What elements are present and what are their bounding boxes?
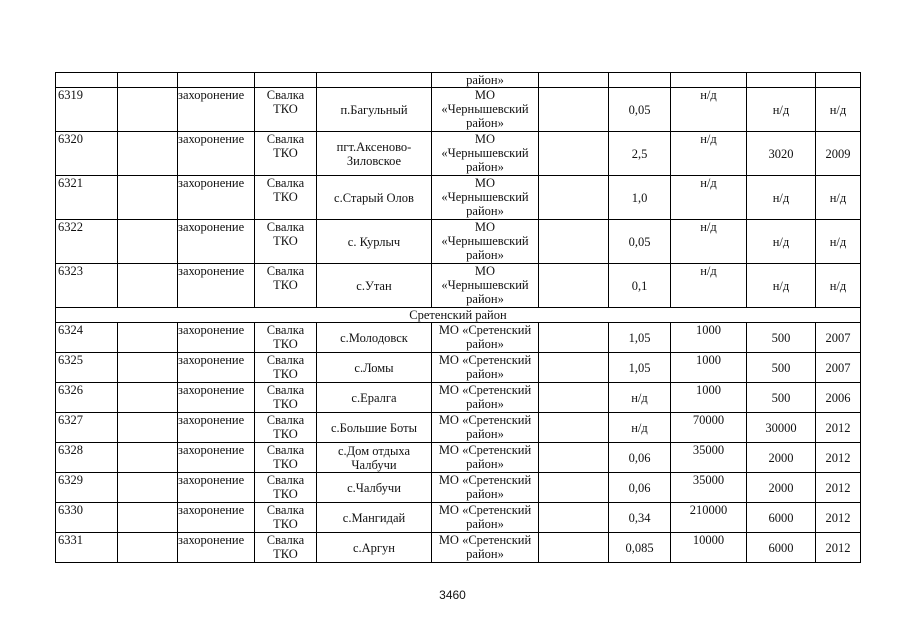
cell-area: 0,1 <box>609 264 671 308</box>
cell-volume: 500 <box>747 323 816 353</box>
cell-number: 6330 <box>56 503 118 533</box>
cell-empty <box>539 503 609 533</box>
cell-year: 2012 <box>816 473 861 503</box>
cell-mo: МО «Сретенский район» <box>432 413 539 443</box>
cell-area: 0,05 <box>609 88 671 132</box>
cell-area: 0,06 <box>609 443 671 473</box>
cell-place: с.Старый Олов <box>317 176 432 220</box>
cell-empty <box>118 264 178 308</box>
cell-volume: н/д <box>747 88 816 132</box>
cell-year: н/д <box>816 176 861 220</box>
cell-area: 0,34 <box>609 503 671 533</box>
table-row <box>56 323 861 353</box>
cell-type: захоронение <box>178 473 255 503</box>
cell-mo: МО «Чернышевский район» <box>432 132 539 176</box>
cell-volume: 500 <box>747 383 816 413</box>
cell-volume: 2000 <box>747 473 816 503</box>
cell-capacity: н/д <box>671 176 747 220</box>
cell-mo-tail: район» <box>432 73 539 88</box>
cell-area: 0,085 <box>609 533 671 563</box>
cell-place: с.Ералга <box>317 383 432 413</box>
cell-capacity: 70000 <box>671 413 747 443</box>
cell-empty <box>539 264 609 308</box>
cell-type: захоронение <box>178 503 255 533</box>
cell-type: захоронение <box>178 533 255 563</box>
cell-year: н/д <box>816 220 861 264</box>
table-row <box>56 443 861 473</box>
cell-capacity: н/д <box>671 88 747 132</box>
cell-capacity: 210000 <box>671 503 747 533</box>
cell-year: 2007 <box>816 323 861 353</box>
cell-year: 2009 <box>816 132 861 176</box>
table-row <box>56 264 861 308</box>
cell-object: Свалка ТКО <box>255 132 317 176</box>
cell-year: 2007 <box>816 353 861 383</box>
cell-empty <box>539 88 609 132</box>
cell-volume: н/д <box>747 176 816 220</box>
cell-capacity: н/д <box>671 264 747 308</box>
cell-place: п.Багульный <box>317 88 432 132</box>
cell-empty <box>539 323 609 353</box>
cell-type: захоронение <box>178 323 255 353</box>
cell-mo: МО «Сретенский район» <box>432 383 539 413</box>
table-row <box>56 88 861 132</box>
table-row <box>56 473 861 503</box>
cell-mo: МО «Чернышевский район» <box>432 88 539 132</box>
cell-year: 2012 <box>816 503 861 533</box>
section-header-row <box>56 308 861 323</box>
cell-year: 2012 <box>816 443 861 473</box>
cell-year: 2012 <box>816 413 861 443</box>
cell-empty <box>539 132 609 176</box>
cell-object: Свалка ТКО <box>255 383 317 413</box>
cell-capacity: 35000 <box>671 443 747 473</box>
cell-empty <box>118 413 178 443</box>
cell-mo: МО «Чернышевский район» <box>432 264 539 308</box>
cell-number: 6328 <box>56 443 118 473</box>
cell-number: 6322 <box>56 220 118 264</box>
cell-area: н/д <box>609 383 671 413</box>
cell-place: с.Ломы <box>317 353 432 383</box>
cell-type: захоронение <box>178 383 255 413</box>
cell-volume: 6000 <box>747 503 816 533</box>
cell-place: с. Курлыч <box>317 220 432 264</box>
cell-number: 6321 <box>56 176 118 220</box>
cell-type: захоронение <box>178 220 255 264</box>
cell-place: с.Большие Боты <box>317 413 432 443</box>
cell-year: н/д <box>816 88 861 132</box>
cell-type: захоронение <box>178 413 255 443</box>
table-row <box>56 176 861 220</box>
cell-mo: МО «Сретенский район» <box>432 473 539 503</box>
cell-year: 2012 <box>816 533 861 563</box>
cell-object: Свалка ТКО <box>255 323 317 353</box>
cell-type: захоронение <box>178 443 255 473</box>
cell-capacity: 1000 <box>671 353 747 383</box>
cell-empty <box>118 88 178 132</box>
section-title: Сретенский район <box>56 308 861 323</box>
cell-empty <box>539 220 609 264</box>
cell-mo: МО «Чернышевский район» <box>432 176 539 220</box>
cell-mo: МО «Сретенский район» <box>432 503 539 533</box>
cell-area: 1,05 <box>609 353 671 383</box>
cell-empty <box>118 323 178 353</box>
page-number: 3460 <box>439 588 466 602</box>
cell-object: Свалка ТКО <box>255 88 317 132</box>
cell-object: Свалка ТКО <box>255 176 317 220</box>
cell-empty <box>539 533 609 563</box>
cell-place: с.Дом отдыха Чалбучи <box>317 443 432 473</box>
cell-empty <box>118 383 178 413</box>
cell-empty <box>539 383 609 413</box>
table-row <box>56 383 861 413</box>
cell-empty <box>118 473 178 503</box>
cell-place: с.Мангидай <box>317 503 432 533</box>
cell-empty <box>118 353 178 383</box>
table-row <box>56 413 861 443</box>
cell-year: 2006 <box>816 383 861 413</box>
cell-capacity: н/д <box>671 132 747 176</box>
cell-empty <box>539 443 609 473</box>
cell-number: 6327 <box>56 413 118 443</box>
cell-number: 6326 <box>56 383 118 413</box>
cell-empty <box>539 473 609 503</box>
cell-capacity: 10000 <box>671 533 747 563</box>
cell-mo: МО «Сретенский район» <box>432 353 539 383</box>
cell-object: Свалка ТКО <box>255 220 317 264</box>
cell-area: 1,05 <box>609 323 671 353</box>
table-row <box>56 73 861 88</box>
cell-type: захоронение <box>178 353 255 383</box>
registry-table <box>55 72 861 563</box>
cell-number: 6323 <box>56 264 118 308</box>
cell-type: захоронение <box>178 176 255 220</box>
cell-capacity: 1000 <box>671 383 747 413</box>
cell-area: 0,05 <box>609 220 671 264</box>
cell-empty <box>118 533 178 563</box>
cell-object: Свалка ТКО <box>255 533 317 563</box>
cell-object: Свалка ТКО <box>255 473 317 503</box>
cell-place: пгт.Аксеново-Зиловское <box>317 132 432 176</box>
cell-place: с.Молодовск <box>317 323 432 353</box>
cell-empty <box>539 176 609 220</box>
cell-volume: 2000 <box>747 443 816 473</box>
cell-volume: 3020 <box>747 132 816 176</box>
table-row <box>56 132 861 176</box>
cell-empty <box>539 413 609 443</box>
cell-area: 0,06 <box>609 473 671 503</box>
cell-area: н/д <box>609 413 671 443</box>
cell-object: Свалка ТКО <box>255 503 317 533</box>
cell-place: с.Аргун <box>317 533 432 563</box>
cell-number: 6331 <box>56 533 118 563</box>
table-row <box>56 220 861 264</box>
cell-area: 1,0 <box>609 176 671 220</box>
cell-volume: н/д <box>747 264 816 308</box>
cell-place: с.Утан <box>317 264 432 308</box>
cell-type: захоронение <box>178 264 255 308</box>
cell-object: Свалка ТКО <box>255 353 317 383</box>
cell-volume: н/д <box>747 220 816 264</box>
cell-number: 6324 <box>56 323 118 353</box>
cell-mo: МО «Сретенский район» <box>432 443 539 473</box>
cell-type: захоронение <box>178 132 255 176</box>
cell-capacity: 1000 <box>671 323 747 353</box>
cell-mo: МО «Сретенский район» <box>432 533 539 563</box>
cell-empty <box>118 220 178 264</box>
table-row <box>56 353 861 383</box>
cell-type: захоронение <box>178 88 255 132</box>
cell-object: Свалка ТКО <box>255 413 317 443</box>
cell-object: Свалка ТКО <box>255 264 317 308</box>
cell-empty <box>118 176 178 220</box>
cell-mo: МО «Чернышевский район» <box>432 220 539 264</box>
cell-volume: 500 <box>747 353 816 383</box>
cell-capacity: 35000 <box>671 473 747 503</box>
cell-volume: 6000 <box>747 533 816 563</box>
cell-empty <box>539 353 609 383</box>
cell-empty <box>118 443 178 473</box>
cell-empty <box>118 132 178 176</box>
cell-number: 6320 <box>56 132 118 176</box>
table-row <box>56 533 861 563</box>
cell-volume: 30000 <box>747 413 816 443</box>
cell-number: 6329 <box>56 473 118 503</box>
cell-empty <box>118 503 178 533</box>
cell-year: н/д <box>816 264 861 308</box>
cell-capacity: н/д <box>671 220 747 264</box>
cell-place: с.Чалбучи <box>317 473 432 503</box>
cell-mo: МО «Сретенский район» <box>432 323 539 353</box>
cell-area: 2,5 <box>609 132 671 176</box>
cell-object: Свалка ТКО <box>255 443 317 473</box>
table-row <box>56 503 861 533</box>
cell-number: 6325 <box>56 353 118 383</box>
cell-number: 6319 <box>56 88 118 132</box>
